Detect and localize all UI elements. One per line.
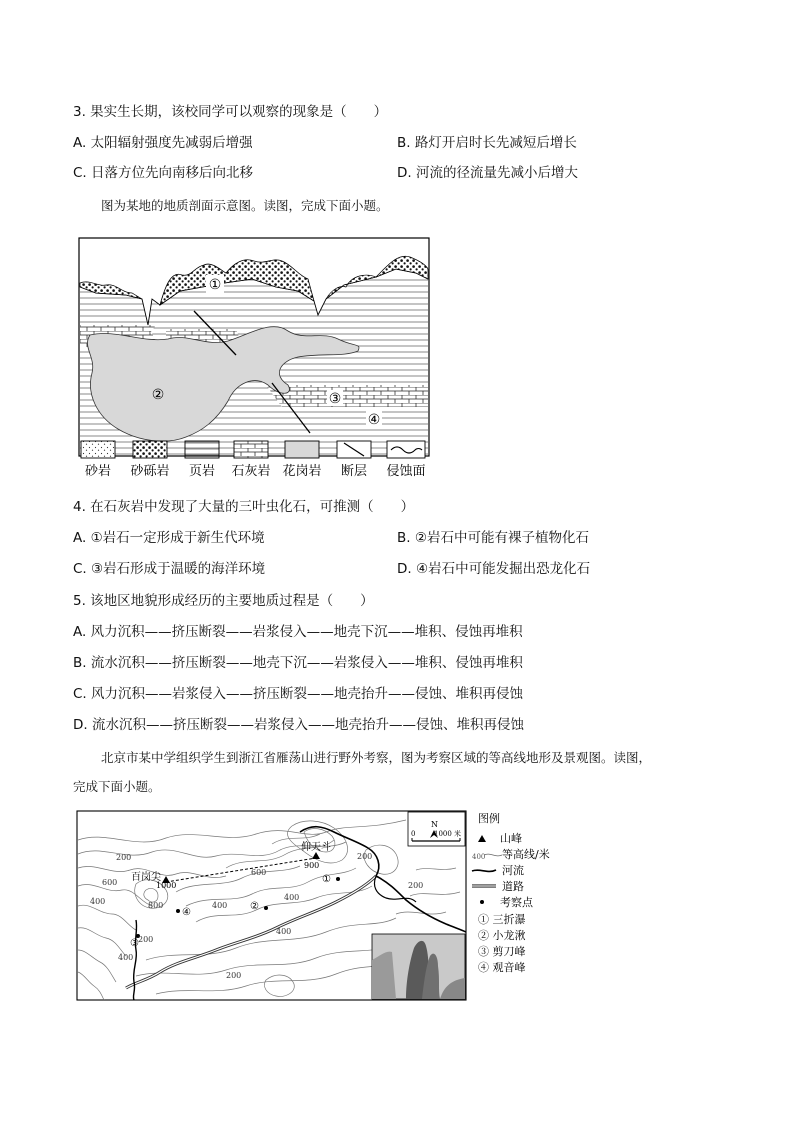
section-intro-topo-line-2: 完成下面小题。 [73,779,161,794]
legend-limestone-swatch [234,441,268,458]
legend-contour-label: 等高线/米 [502,848,550,861]
contour-label: 200 [116,853,132,862]
profile-label-1: ① [208,277,222,293]
legend-peak-label: 山峰 [500,832,522,845]
legend-label-shale: 页岩 [188,464,216,479]
q3-option-d: D. 河流的径流量先减小后增大 [397,165,578,181]
legend-erosion-swatch [387,441,425,458]
scale-start-label: 0 [411,830,416,838]
legend-title: 图例 [478,812,500,825]
section-intro-topo-line-1: 北京市某中学组织学生到浙江省雁荡山进行野外考察，图为考察区域的等高线地形及景观图。读图， [101,750,652,765]
contour-label: 200 [408,881,424,890]
legend-peak-icon [478,835,486,842]
contour-label: 400 [284,893,300,902]
q5-option-a: A. 风力沉积——挤压断裂——岩浆侵入——地壳下沉——堆积、侵蚀再堆积 [73,624,523,640]
profile-label-3: ③ [328,391,342,407]
scale-bar [408,812,465,846]
site-dot-icon [176,909,180,913]
legend-river-label: 河流 [502,864,524,877]
site-mark-4: ④ [182,907,191,918]
legend-label-fault: 断层 [340,464,368,479]
legend-label-limestone: 石灰岩 [231,464,271,479]
contour-label: 600 [102,878,118,887]
q4-stem: 4. 在石灰岩中发现了大量的三叶虫化石，可推测（ ） [73,499,415,515]
contour-label: 400 [90,897,106,906]
legend-river-line [472,870,496,871]
q4-option-a: A. ①岩石一定形成于新生代环境 [73,530,265,546]
legend-granite-swatch [285,441,319,458]
contour-label: 200 [357,852,373,861]
legend-conglomerate-swatch [133,441,167,458]
q4-option-b: B. ②岩石中可能有裸子植物化石 [397,530,589,546]
site-mark-3: ③ [130,938,139,949]
legend-label-erosion-surface: 侵蚀面 [386,464,426,479]
spot-height-900: 900 [304,861,320,870]
q3-option-c: C. 日落方位先向南移后向北移 [73,165,254,181]
contour-label: 600 [251,868,267,877]
contour-label: 400 [276,927,292,936]
legend-road-label: 道路 [502,880,524,893]
legend-label-sandstone: 砂岩 [84,464,112,479]
q5-stem: 5. 该地区地貌形成经历的主要地质过程是（ ） [73,593,374,609]
spot-height-1000: 1000 [156,881,177,890]
legend-site-2: ② 小龙湫 [478,929,526,942]
peak-name-baigangjian: 百岗尖 [131,872,161,883]
legend-site-3: ③ 剪刀峰 [478,945,526,958]
q3-stem: 3. 果实生长期，该校同学可以观察的现象是（ ） [73,104,388,120]
profile-legend [76,440,436,480]
contour-label: 200 [138,935,154,944]
contour-label: 400 [118,953,134,962]
q5-option-d: D. 流水沉积——挤压断裂——岩浆侵入——地壳抬升——侵蚀、堆积再侵蚀 [73,717,524,733]
legend-site-1: ① 三折瀑 [478,913,526,926]
section-intro-profile: 图为某地的地质剖面示意图。读图，完成下面小题。 [101,198,389,213]
site-mark-2: ② [250,901,259,912]
legend-label-granite: 花岗岩 [282,464,322,479]
contour-label: 800 [148,901,164,910]
topo-map-legend [470,810,590,980]
profile-label-4: ④ [367,412,381,428]
topographic-map [76,810,468,1002]
scale-north-label: N [431,820,438,829]
q4-option-d: D. ④岩石中可能发掘出恐龙化石 [397,561,591,577]
q5-option-b: B. 流水沉积——挤压断裂——地壳下沉——岩浆侵入——堆积、侵蚀再堆积 [73,655,523,671]
site-dot-icon [264,906,268,910]
legend-sandstone-swatch [81,441,115,458]
legend-site-label: 考察点 [500,896,533,909]
legend-fault-swatch [337,441,371,458]
q3-option-a: A. 太阳辐射强度先减弱后增强 [73,135,253,151]
site-mark-1: ① [322,874,331,885]
legend-contour-sample-value: 400 [472,853,486,861]
contour-label: 400 [212,901,228,910]
landscape-photo [372,934,465,999]
legend-contour-line [484,854,502,856]
legend-shale-swatch [185,441,219,458]
contour-label: 200 [226,971,242,980]
scale-end-label: 1000 米 [434,830,462,838]
geologic-profile-figure [76,235,432,459]
legend-site-dot-icon [480,900,484,904]
legend-label-conglomerate: 砂砾岩 [130,464,170,479]
legend-site-4: ④ 观音峰 [478,961,526,974]
q5-option-c: C. 风力沉积——岩浆侵入——挤压断裂——地壳抬升——侵蚀、堆积再侵蚀 [73,686,524,702]
peak-name-yangtiandou: 仰天斗 [301,842,331,853]
site-dot-icon [336,877,340,881]
profile-label-2: ② [151,387,165,403]
q3-option-b: B. 路灯开启时长先减短后增长 [397,135,577,151]
q4-option-c: C. ③岩石形成于温暖的海洋环境 [73,561,266,577]
